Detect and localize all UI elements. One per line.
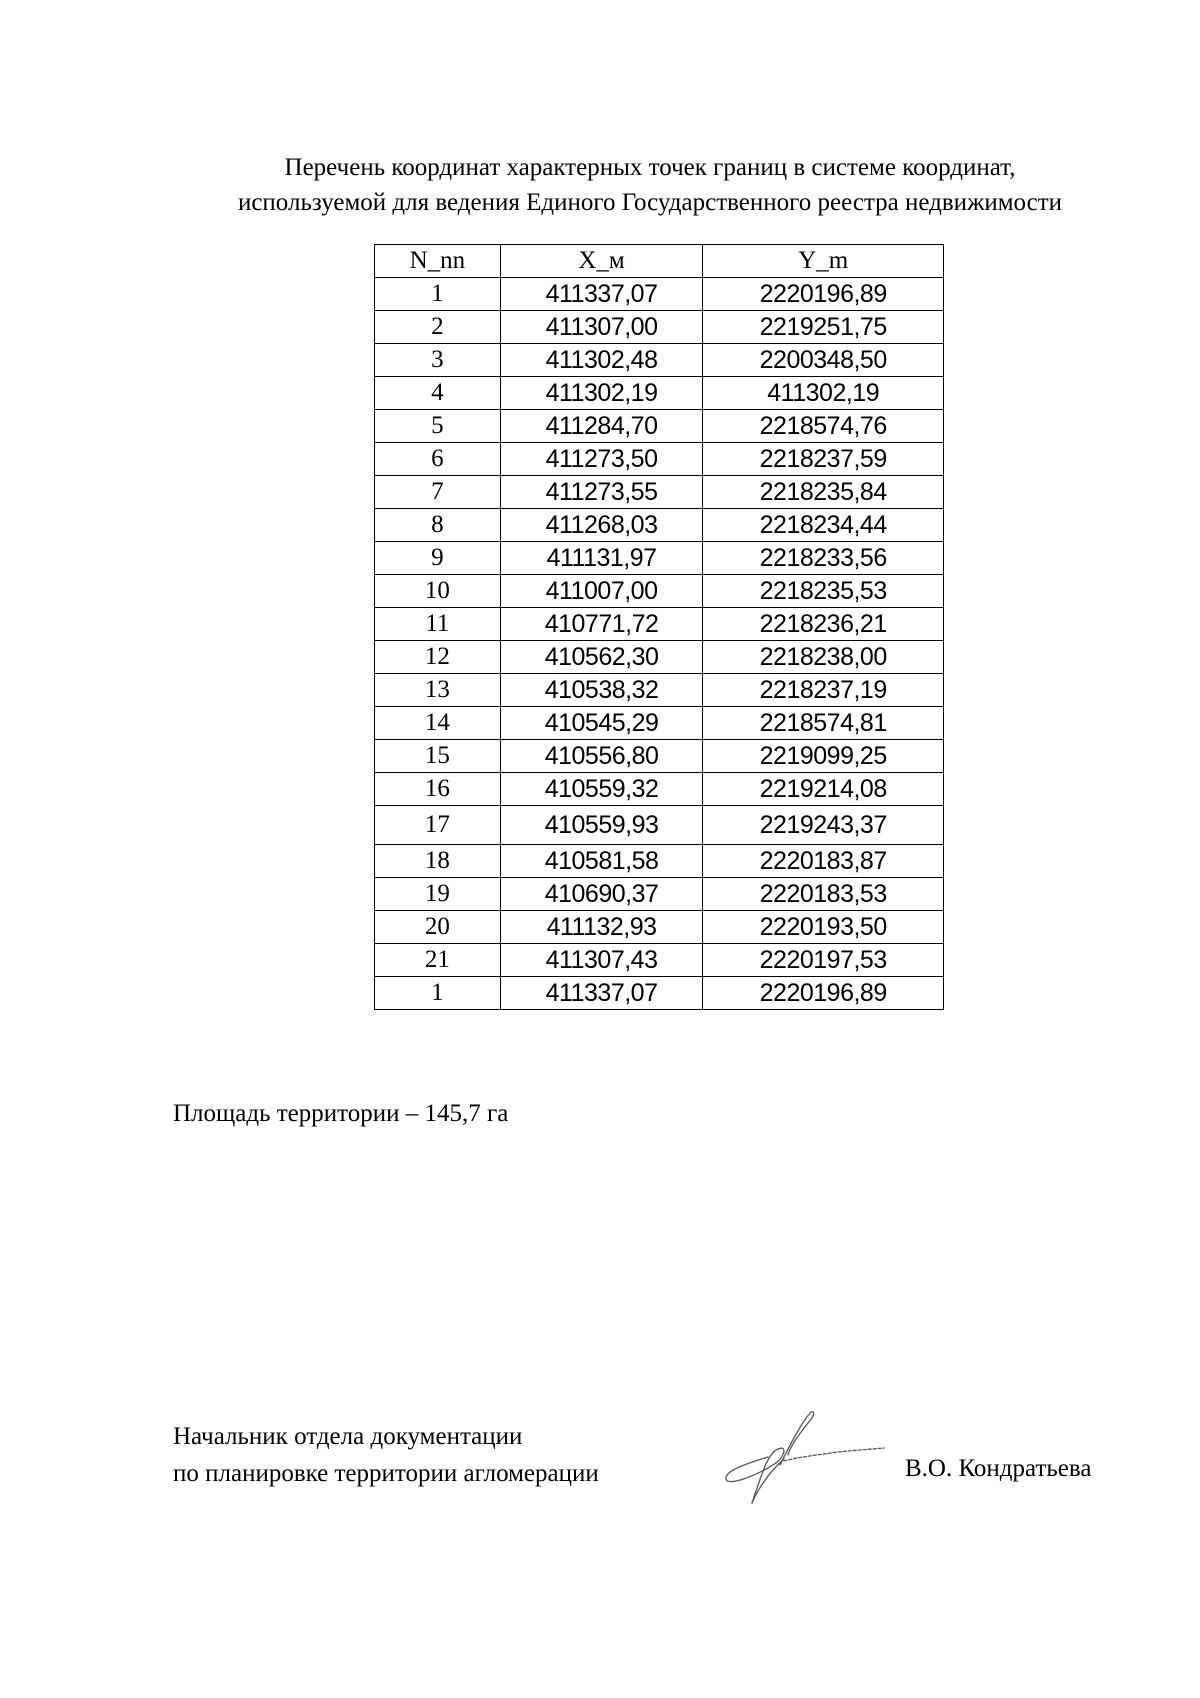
page-title xyxy=(150,150,1150,220)
y-coordinate-cell: 2218574,76 xyxy=(703,410,944,443)
y-coordinate-cell: 2218236,21 xyxy=(703,608,944,641)
x-coordinate-cell: 411302,19 xyxy=(500,377,703,410)
point-number-cell: 12 xyxy=(375,641,501,674)
point-number-cell: 16 xyxy=(375,773,501,806)
x-coordinate-cell: 410556,80 xyxy=(500,740,703,773)
point-number-cell: 17 xyxy=(375,806,501,845)
y-coordinate-cell: 2219243,37 xyxy=(703,806,944,845)
y-coordinate-cell: 2220197,53 xyxy=(703,944,944,977)
point-number-cell: 11 xyxy=(375,608,501,641)
y-coordinate-cell: 411302,19 xyxy=(703,377,944,410)
y-coordinate-cell: 2218234,44 xyxy=(703,509,944,542)
point-number-cell: 3 xyxy=(375,344,501,377)
x-coordinate-cell: 410538,32 xyxy=(500,674,703,707)
point-number-cell: 20 xyxy=(375,911,501,944)
x-coordinate-cell: 411273,50 xyxy=(500,443,703,476)
point-number-cell: 6 xyxy=(375,443,501,476)
signatory-position xyxy=(173,1418,599,1492)
y-coordinate-cell: 2219099,25 xyxy=(703,740,944,773)
point-number-cell: 15 xyxy=(375,740,501,773)
table-row xyxy=(375,278,944,311)
table-row xyxy=(375,707,944,740)
position-line-1: Начальник отдела документации xyxy=(173,1423,523,1450)
table-row xyxy=(375,542,944,575)
table-header-row xyxy=(375,245,944,278)
column-header-y: Y_m xyxy=(703,245,944,278)
y-coordinate-cell: 2220183,87 xyxy=(703,845,944,878)
table-row xyxy=(375,377,944,410)
table-row xyxy=(375,740,944,773)
y-coordinate-cell: 2218235,84 xyxy=(703,476,944,509)
handwritten-signature-icon xyxy=(718,1405,888,1510)
x-coordinate-cell: 410559,32 xyxy=(500,773,703,806)
y-coordinate-cell: 2220183,53 xyxy=(703,878,944,911)
x-coordinate-cell: 410690,37 xyxy=(500,878,703,911)
y-coordinate-cell: 2218237,59 xyxy=(703,443,944,476)
y-coordinate-cell: 2219251,75 xyxy=(703,311,944,344)
table-row xyxy=(375,410,944,443)
signatory-name: В.О. Кондратьева xyxy=(905,1455,1092,1482)
table-row xyxy=(375,575,944,608)
x-coordinate-cell: 411307,43 xyxy=(500,944,703,977)
column-header-point-number: N_nn xyxy=(375,245,501,278)
y-coordinate-cell: 2220196,89 xyxy=(703,977,944,1010)
table-row xyxy=(375,509,944,542)
table-row xyxy=(375,944,944,977)
x-coordinate-cell: 411284,70 xyxy=(500,410,703,443)
point-number-cell: 9 xyxy=(375,542,501,575)
point-number-cell: 2 xyxy=(375,311,501,344)
point-number-cell: 13 xyxy=(375,674,501,707)
x-coordinate-cell: 411007,00 xyxy=(500,575,703,608)
y-coordinate-cell: 2218238,00 xyxy=(703,641,944,674)
point-number-cell: 1 xyxy=(375,977,501,1010)
x-coordinate-cell: 410581,58 xyxy=(500,845,703,878)
y-coordinate-cell: 2220193,50 xyxy=(703,911,944,944)
x-coordinate-cell: 410562,30 xyxy=(500,641,703,674)
x-coordinate-cell: 411131,97 xyxy=(500,542,703,575)
point-number-cell: 1 xyxy=(375,278,501,311)
table-row xyxy=(375,911,944,944)
point-number-cell: 21 xyxy=(375,944,501,977)
x-coordinate-cell: 411132,93 xyxy=(500,911,703,944)
x-coordinate-cell: 411307,00 xyxy=(500,311,703,344)
point-number-cell: 8 xyxy=(375,509,501,542)
point-number-cell: 4 xyxy=(375,377,501,410)
y-coordinate-cell: 2218237,19 xyxy=(703,674,944,707)
coordinates-table xyxy=(374,244,944,1010)
table-row xyxy=(375,311,944,344)
column-header-x: X_м xyxy=(500,245,703,278)
x-coordinate-cell: 411268,03 xyxy=(500,509,703,542)
y-coordinate-cell: 2218233,56 xyxy=(703,542,944,575)
table-row xyxy=(375,344,944,377)
point-number-cell: 7 xyxy=(375,476,501,509)
table-row xyxy=(375,977,944,1010)
y-coordinate-cell: 2220196,89 xyxy=(703,278,944,311)
position-line-2: по планировке территории агломерации xyxy=(173,1460,599,1487)
y-coordinate-cell: 2218235,53 xyxy=(703,575,944,608)
table-row xyxy=(375,608,944,641)
x-coordinate-cell: 411337,07 xyxy=(500,278,703,311)
point-number-cell: 10 xyxy=(375,575,501,608)
y-coordinate-cell: 2219214,08 xyxy=(703,773,944,806)
x-coordinate-cell: 411337,07 xyxy=(500,977,703,1010)
x-coordinate-cell: 410559,93 xyxy=(500,806,703,845)
y-coordinate-cell: 2200348,50 xyxy=(703,344,944,377)
x-coordinate-cell: 410771,72 xyxy=(500,608,703,641)
table-row xyxy=(375,443,944,476)
territory-area-text: Площадь территории – 145,7 га xyxy=(173,1100,509,1127)
x-coordinate-cell: 411273,55 xyxy=(500,476,703,509)
table-row xyxy=(375,806,944,845)
table-row xyxy=(375,641,944,674)
point-number-cell: 19 xyxy=(375,878,501,911)
x-coordinate-cell: 410545,29 xyxy=(500,707,703,740)
table-row xyxy=(375,476,944,509)
title-line-1: Перечень координат характерных точек границ в системе координат, xyxy=(284,154,1016,181)
point-number-cell: 18 xyxy=(375,845,501,878)
table-row xyxy=(375,878,944,911)
point-number-cell: 5 xyxy=(375,410,501,443)
table-row xyxy=(375,773,944,806)
table-row xyxy=(375,674,944,707)
y-coordinate-cell: 2218574,81 xyxy=(703,707,944,740)
point-number-cell: 14 xyxy=(375,707,501,740)
title-line-2: используемой для ведения Единого Государственного реестра недвижимости xyxy=(237,189,1063,216)
x-coordinate-cell: 411302,48 xyxy=(500,344,703,377)
table-row xyxy=(375,845,944,878)
